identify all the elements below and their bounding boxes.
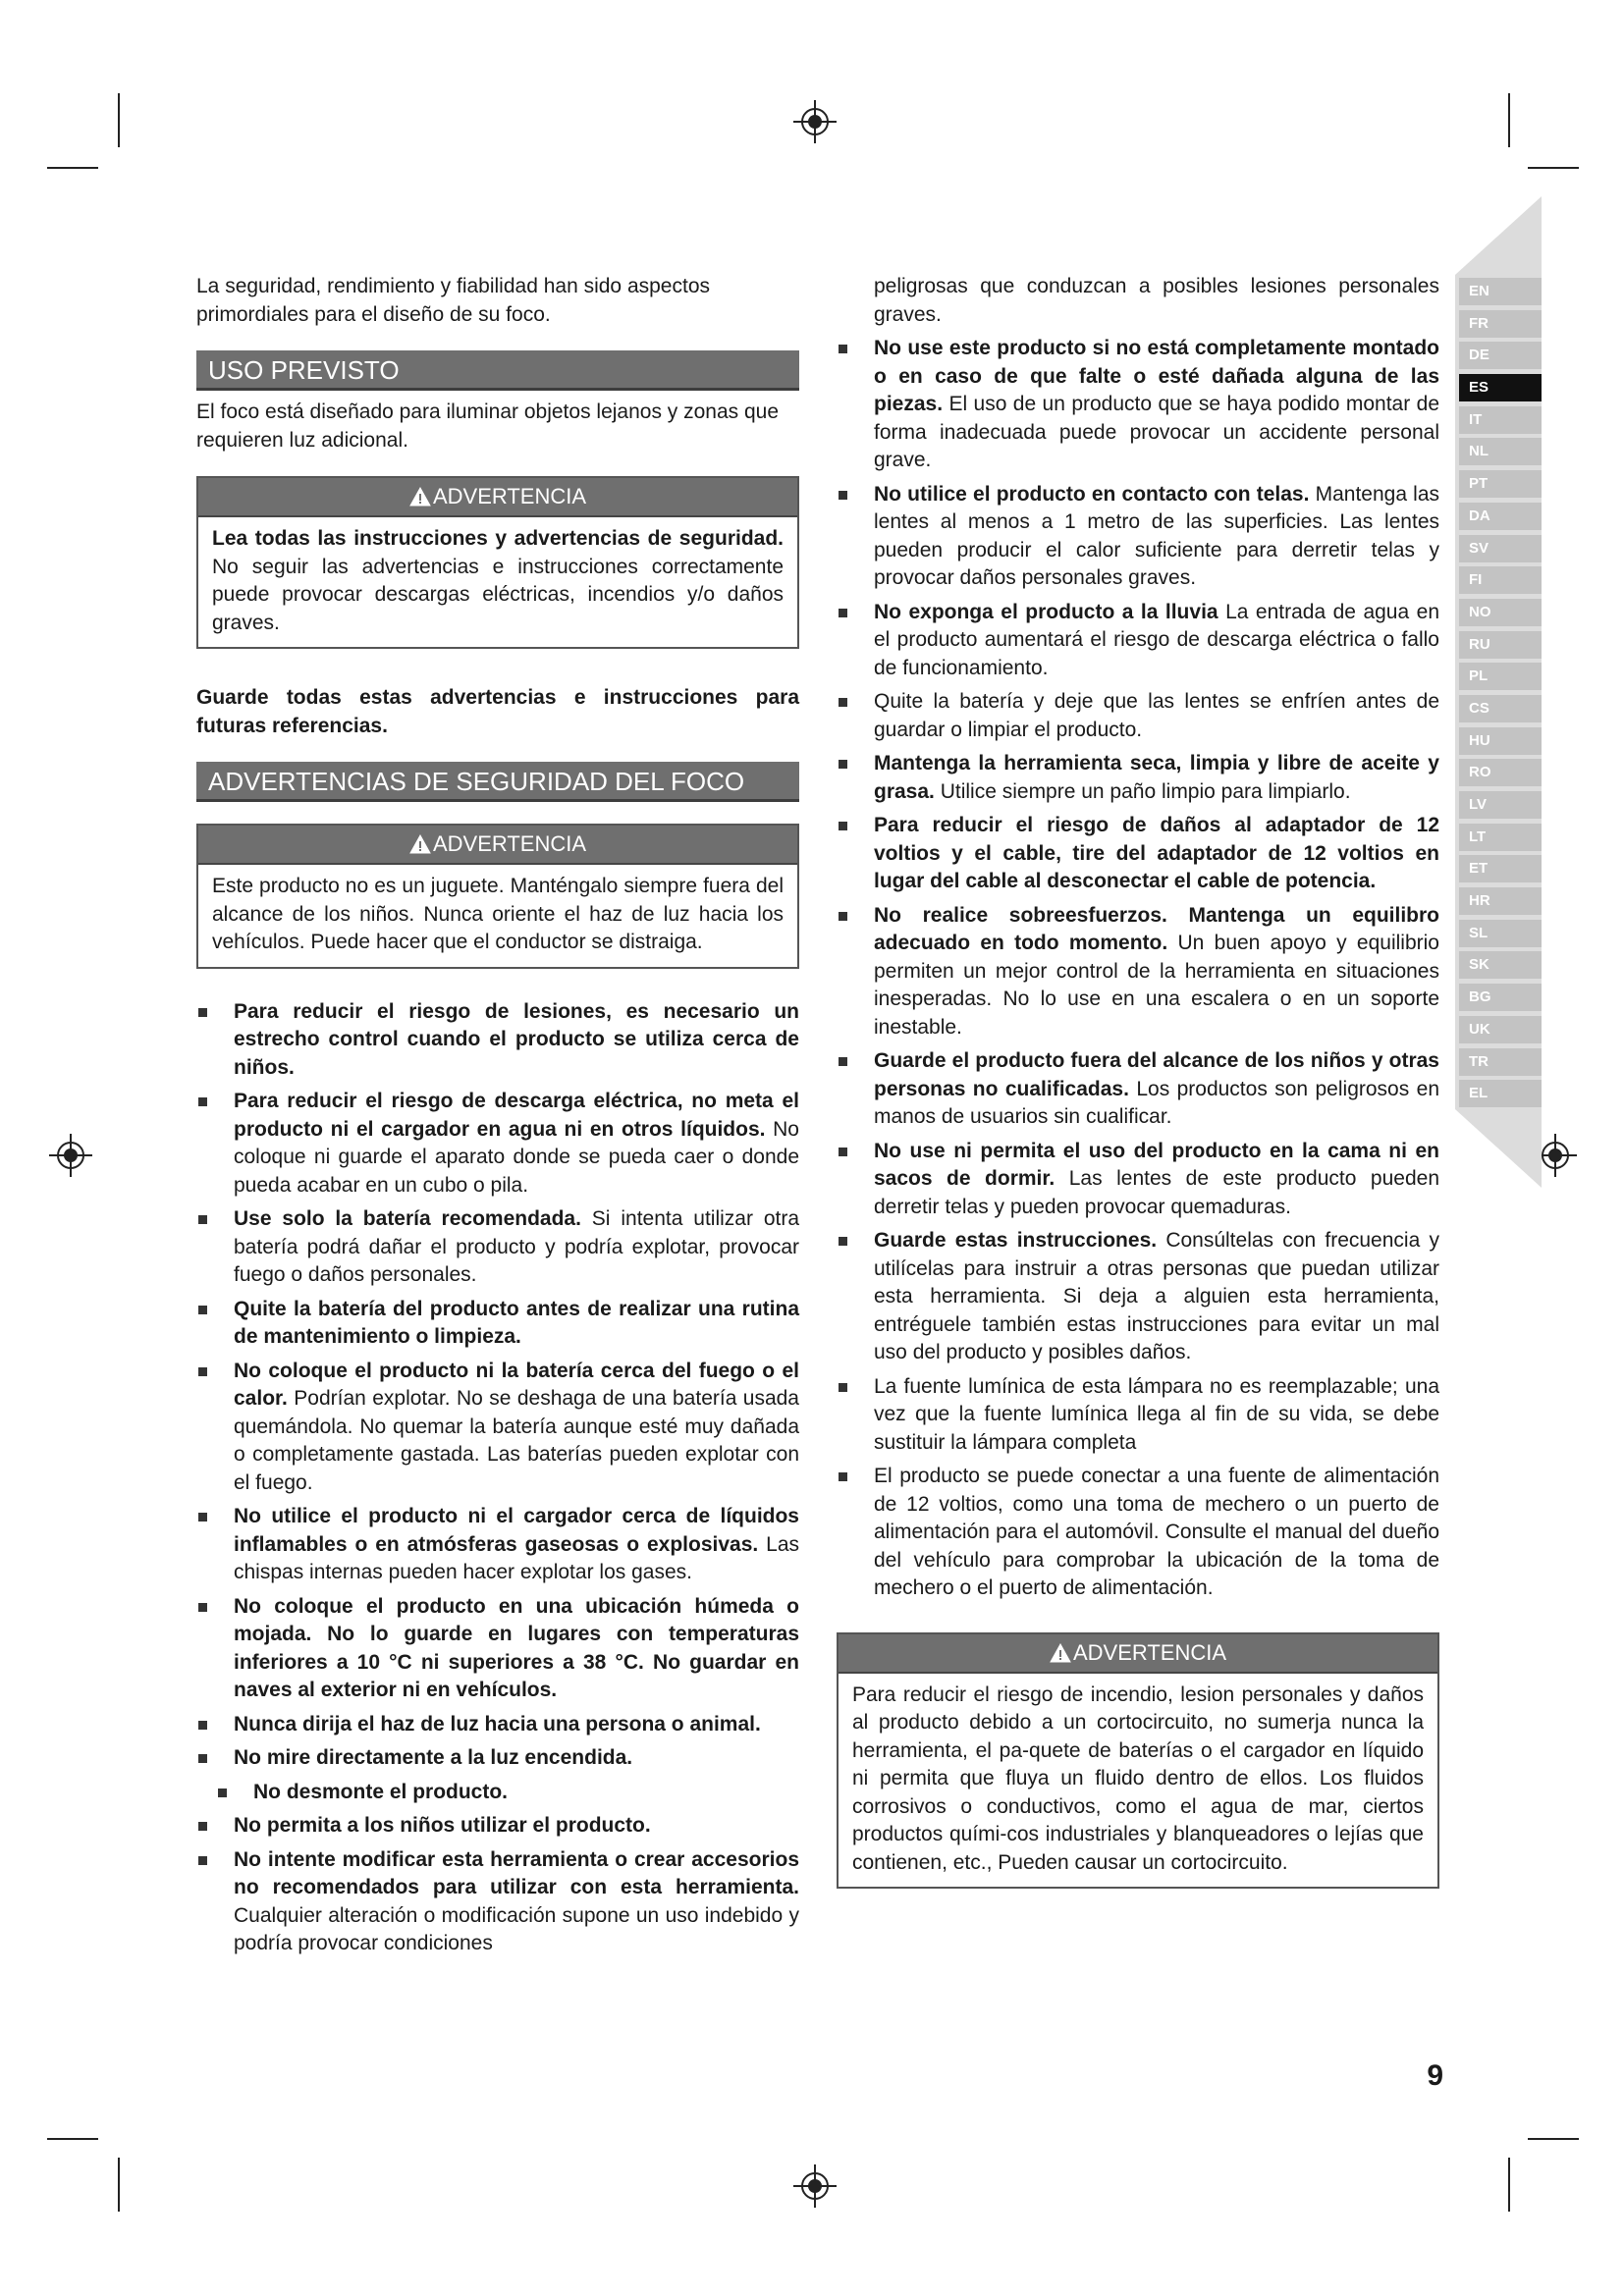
intro-text: La seguridad, rendimiento y fiabilidad han sido aspectos primordiales para el diseño de su foco. (196, 275, 711, 326)
right-column (837, 273, 1439, 1889)
bullet-text: No coloque ni guarde el aparato donde se pueda caer o donde pueda acabar en un cubo o pila. (234, 1117, 799, 1197)
bullet-bold-text: No utilice el producto ni el cargador cerca de líquidos inflamables o en atmósferas gaseosas o explosivas. (234, 1505, 799, 1556)
crop-mark (118, 2158, 120, 2212)
right-bullet-list (837, 335, 1439, 1603)
language-tab-uk: UK (1459, 1016, 1542, 1043)
language-tab-pl: PL (1459, 663, 1542, 690)
registration-mark-icon (49, 1134, 92, 1177)
crop-mark (1508, 2158, 1510, 2212)
bullet-text: Si intenta utilizar otra batería podrá dañar el producto y podría explotar, provocar fuego o daños personales. (234, 1207, 800, 1286)
language-tab-es: ES (1459, 374, 1542, 401)
language-tab-sv: SV (1459, 535, 1542, 562)
bullet-item (196, 1744, 799, 1773)
bullet-item (837, 1227, 1439, 1367)
bullet-bold-text: Quite la batería del producto antes de realizar una rutina de mantenimiento o limpieza. (234, 1297, 799, 1348)
warning-bold-text: Lea todas las instrucciones y advertencias de seguridad. (212, 527, 784, 550)
warning-header (198, 826, 797, 865)
warning-triangle-icon (409, 834, 431, 854)
registration-mark-icon (793, 2164, 837, 2208)
bullet-bold-text: Guarde el producto fuera del alcance de los niños y otras personas no cualificadas. (874, 1049, 1439, 1100)
language-tab-da: DA (1459, 503, 1542, 530)
bullet-item (837, 335, 1439, 475)
warning-text: No seguir las advertencias e instrucciones correctamente puede provocar descargas eléctricas, incendios y/o daños graves. (212, 555, 784, 634)
warning-triangle-icon (1050, 1643, 1071, 1663)
section-title-uso-previsto: USO PREVISTO (196, 350, 799, 391)
language-tab-it: IT (1459, 406, 1542, 434)
left-column (196, 273, 799, 1964)
language-tab-sk: SK (1459, 951, 1542, 979)
bullet-text: La fuente lumínica de esta lámpara no es reemplazable; una vez que la fuente lumínica llega al fin de su vida, se debe sustituir la lámpara completa (874, 1374, 1439, 1454)
bullet-text: Un buen apoyo y equilibrio permiten un mejor control de la herramienta en situaciones inesperadas. No lo use en una escalera o en un soporte inestable. (874, 932, 1439, 1039)
page-number: 9 (1427, 2059, 1443, 2092)
crop-mark (1508, 93, 1510, 147)
bullet-text: Las lentes de este producto pueden derretir telas y pueden provocar quemaduras. (874, 1167, 1439, 1218)
intended-use-text: El foco está diseñado para iluminar objetos lejanos y zonas que requieren luz adicional. (196, 400, 780, 452)
language-tab-ru: RU (1459, 631, 1542, 659)
language-tab-sl: SL (1459, 920, 1542, 947)
language-tab-fr: FR (1459, 310, 1542, 338)
bullet-item (196, 1812, 799, 1841)
bullet-text: Consúltelas con frecuencia y utilícelas para instruir a otras personas que puedan utilizar esta herramienta. Si deja a alguien esta herramienta, entréguele también estas instrucciones para evitar un mal uso del producto y posibles daños. (874, 1229, 1439, 1363)
bullet-bold-text: No mire directamente a la luz encendida. (234, 1746, 633, 1769)
bullet-text: El uso de un producto que se haya podido montar de forma inadecuada puede provocar un accidente personal grave. (874, 393, 1439, 471)
bullet-item (196, 1358, 799, 1498)
bullet-item (837, 1463, 1439, 1603)
language-tab-hu: HU (1459, 727, 1542, 755)
language-tab-en: EN (1459, 278, 1542, 305)
warning-box (196, 476, 799, 649)
bullet-bold-text: No use ni permita el uso del producto en la cama ni en sacos de dormir. (874, 1139, 1439, 1190)
warning-title: ADVERTENCIA (432, 831, 587, 856)
warning-box (196, 824, 799, 969)
warning-header (839, 1634, 1437, 1674)
bullet-item (196, 1779, 799, 1807)
bullet-item (196, 1205, 799, 1290)
bullet-bold-text: Para reducir el riesgo de daños al adaptador de 12 voltios y el cable, tire del adaptador de 12 voltios en lugar del cable al desconectar el cable de potencia. (874, 814, 1439, 892)
bullet-bold-text: Para reducir el riesgo de lesiones, es necesario un estrecho control cuando el producto se utiliza cerca de niños. (234, 999, 799, 1079)
bullet-item (196, 1296, 799, 1352)
crop-mark (47, 2138, 98, 2140)
bullet-item (196, 1593, 799, 1705)
language-tab-fi: FI (1459, 566, 1542, 594)
bullet-text: Cualquier alteración o modificación supone un uso indebido y podría provocar condiciones (234, 1903, 799, 1954)
bullet-bold-text: No permita a los niños utilizar el producto. (234, 1814, 651, 1837)
bullet-item (196, 1503, 799, 1587)
bullet-bold-text: No use este producto si no está completamente montado o en caso de que falte o esté dañada alguna de las piezas. (874, 337, 1439, 415)
bullet-bold-text: Para reducir el riesgo de descarga eléctrica, no meta el producto ni el cargador en agua ni en otros líquidos. (234, 1090, 799, 1141)
bullet-bold-text: No realice sobreesfuerzos. Mantenga un equilibro adecuado en todo momento. (874, 903, 1439, 954)
language-tab-lv: LV (1459, 791, 1542, 819)
bullet-text: Quite la batería y deje que las lentes se enfríen antes de guardar o limpiar el producto. (874, 690, 1439, 741)
bullet-item (837, 1047, 1439, 1132)
crop-mark (1528, 2138, 1579, 2140)
crop-mark (47, 167, 98, 169)
language-tab-tr: TR (1459, 1048, 1542, 1076)
bullet-item (837, 902, 1439, 1042)
bullet-item (837, 599, 1439, 683)
bullet-item (837, 1373, 1439, 1458)
language-tabs (1459, 278, 1542, 1112)
bullet-bold-text: Nunca dirija el haz de luz hacia una persona o animal. (234, 1712, 761, 1735)
language-tab-et: ET (1459, 855, 1542, 882)
bullet-item (837, 1138, 1439, 1222)
language-tab-nl: NL (1459, 438, 1542, 465)
left-bullet-list (196, 998, 799, 1958)
bullet-text: Utilice siempre un paño limpio para limpiarlo. (934, 779, 1351, 803)
bullet-bold-text: Use solo la batería recomendada. (234, 1207, 581, 1230)
warning-triangle-icon (409, 487, 431, 507)
bullet-text: El producto se puede conectar a una fuente de alimentación de 12 voltios, como una toma de mechero o un puerto de alimentación para el automóvil. Consulte el manual del dueño del vehículo para comprobar la ubicación de la toma de mechero o el puerto de alimentación. (874, 1465, 1439, 1599)
language-tab-bg: BG (1459, 984, 1542, 1011)
language-tab-lt: LT (1459, 824, 1542, 851)
bullet-text: La entrada de agua en el producto aumentará el riesgo de descarga eléctrica o fallo de funcionamiento. (874, 600, 1439, 679)
bullet-text: Mantenga las lentes al menos a 1 metro de las superficies. Las lentes pueden producir el calor suficiente para derretir telas y provocar daños personales graves. (874, 482, 1440, 589)
bullet-bold-text: No exponga el producto a la lluvia (874, 600, 1218, 623)
warning-title: ADVERTENCIA (432, 484, 587, 508)
language-tab-no: NO (1459, 599, 1542, 626)
bullet-item (837, 688, 1439, 744)
bullet-text: Podrían explotar. No se deshaga de una batería usada quemándola. No quemar la batería aunque esté muy dañada o completamente gastada. Las baterías pueden explotar con el fuego. (234, 1387, 799, 1494)
language-tab-hr: HR (1459, 887, 1542, 915)
bullet-item (837, 481, 1439, 593)
crop-mark (118, 93, 120, 147)
continuation-text: peligrosas que conduzcan a posibles lesiones personales graves. (874, 275, 1439, 326)
bullet-bold-text: No utilice el producto en contacto con telas. (874, 482, 1310, 506)
bullet-bold-text: No coloque el producto en una ubicación húmeda o mojada. No lo guarde en lugares con temperaturas inferiores a 10 °C ni superiores a 38 °C. No guardar en naves al exterior ni en vehículos. (234, 1594, 799, 1701)
warning-body (198, 517, 797, 647)
bullet-bold-text: No intente modificar esta herramienta o crear accesorios no recomendados para utilizar con esta herramienta. (234, 1847, 799, 1898)
bullet-text: Los productos son peligrosos en manos de usuarios sin cualificar. (874, 1077, 1439, 1128)
crop-mark (1528, 167, 1579, 169)
language-tab-el: EL (1459, 1080, 1542, 1107)
language-tab-ro: RO (1459, 759, 1542, 786)
language-tab-cs: CS (1459, 695, 1542, 722)
warning-box (837, 1632, 1439, 1890)
bullet-bold-text: Mantenga la herramienta seca, limpia y libre de aceite y grasa. (874, 752, 1439, 803)
bullet-bold-text: No desmonte el producto. (253, 1780, 509, 1803)
section-title-advertencias: ADVERTENCIAS DE SEGURIDAD DEL FOCO (196, 762, 799, 802)
bullet-item (837, 750, 1439, 806)
bullet-item (196, 1846, 799, 1958)
bullet-bold-text: No coloque el producto ni la batería cerca del fuego o el calor. (234, 1359, 799, 1410)
registration-mark-icon (793, 100, 837, 143)
bullet-item (196, 1088, 799, 1200)
language-tab-pt: PT (1459, 470, 1542, 498)
warning-header (198, 478, 797, 517)
bullet-text: Las chispas internas pueden hacer explotar los gases. (234, 1532, 799, 1583)
warning-title: ADVERTENCIA (1072, 1639, 1227, 1665)
bullet-bold-text: Guarde estas instrucciones. (874, 1229, 1158, 1252)
warning-body: Para reducir el riesgo de incendio, lesion personales y daños al producto debido a un cortocircuito, no sumerja nunca la herramienta, el pa-quete de baterías o el cargador en líquido ni permita que fluya un fluido dentro de ellos. Los fluidos corrosivos o conductivos, como el agua de mar, ciertos productos quími-cos industriales y blanqueadores o lejías que contienen, etc., Pueden causar un cortocircuito. (852, 1682, 1424, 1874)
bullet-item (837, 812, 1439, 896)
bullet-item (196, 998, 799, 1083)
warning-body: Este producto no es un juguete. Manténgalo siempre fuera del alcance de los niños. Nunca oriente el haz de luz hacia los vehículos. Puede hacer que el conductor se distraiga. (212, 875, 784, 953)
keep-instructions-text: Guarde todas estas advertencias e instrucciones para futuras referencias. (196, 686, 799, 737)
language-tab-de: DE (1459, 342, 1542, 369)
bullet-item (196, 1711, 799, 1739)
